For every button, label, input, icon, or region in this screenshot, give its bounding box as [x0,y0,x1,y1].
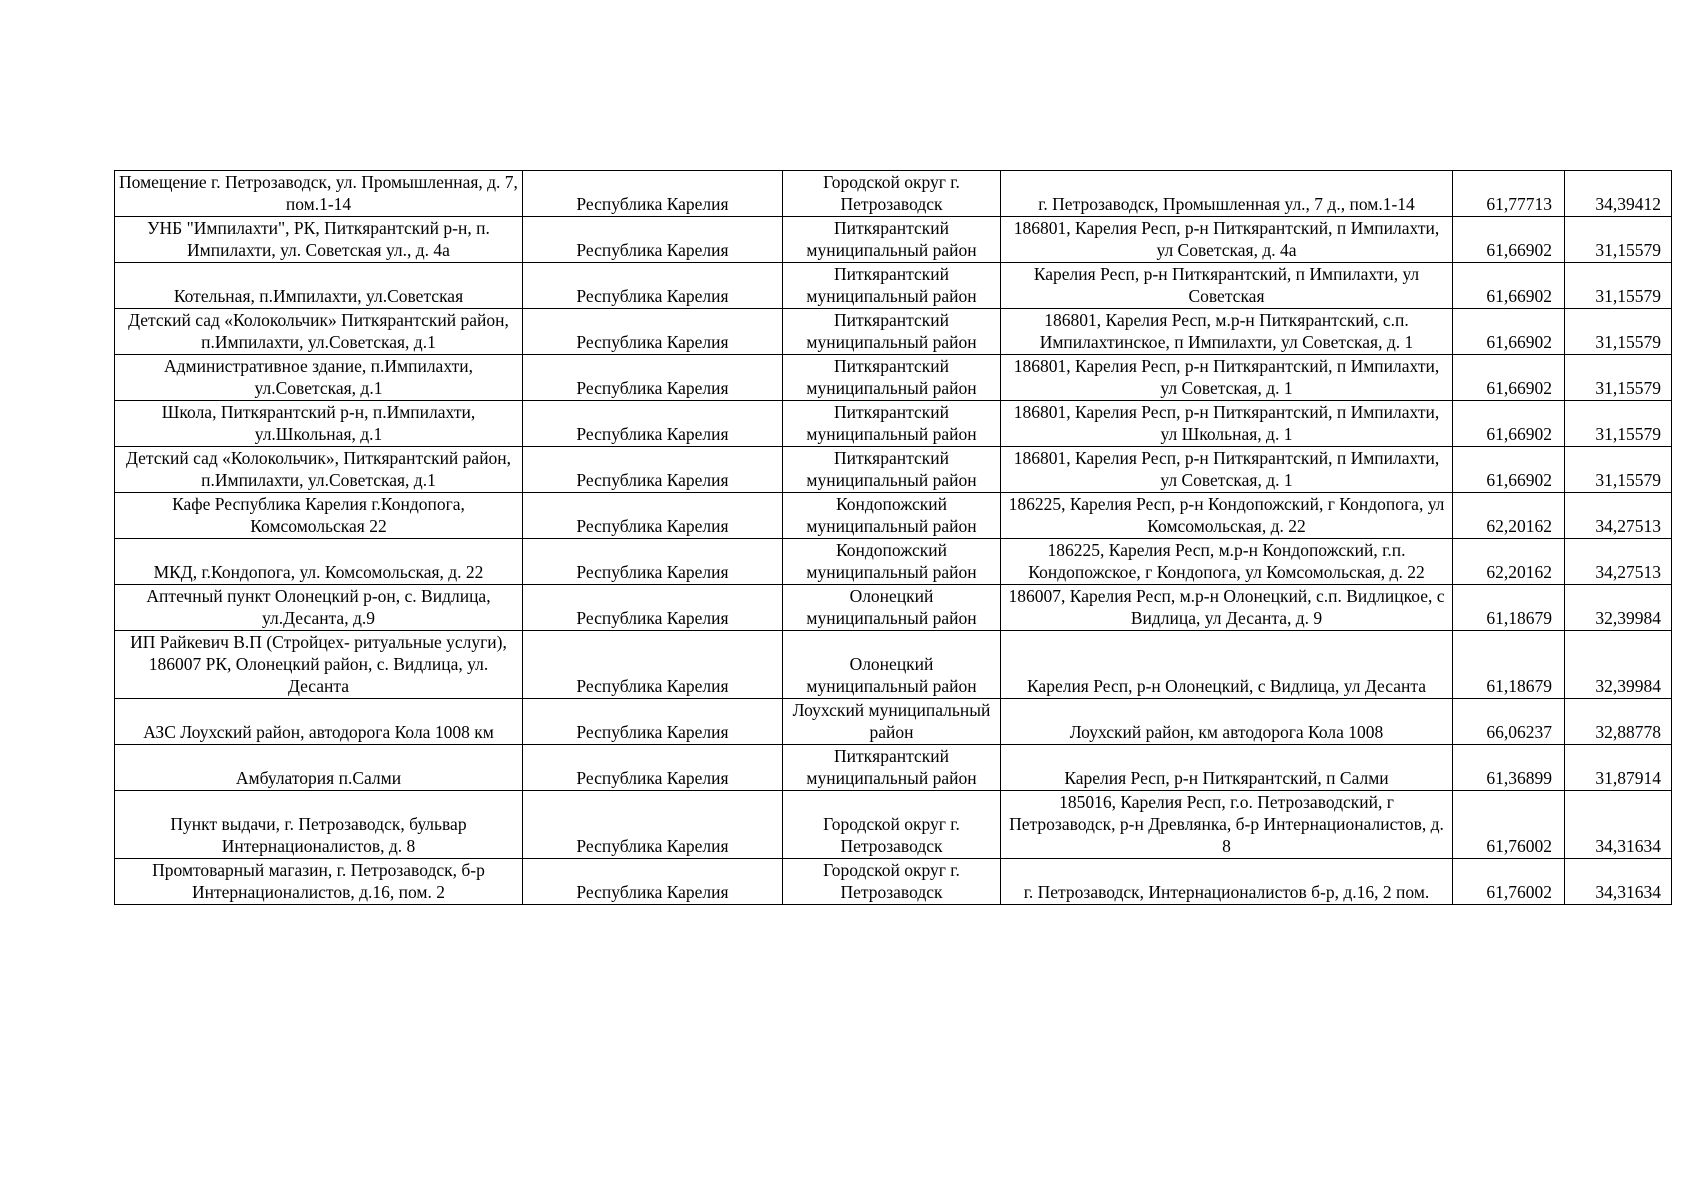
object-name-cell: ИП Райкевич В.П (Стройцех- ритуальные услуги), 186007 РК, Олонецкий район, с. Видлица, ул. Десанта [115,631,523,699]
region-cell: Республика Карелия [523,447,783,493]
municipality-cell: Питкярантский муниципальный район [783,217,1001,263]
object-name-cell: Школа, Питкярантский р-н, п.Импилахти, ул.Школьная, д.1 [115,401,523,447]
address-cell: 186801, Карелия Респ, м.р-н Питкярантский, с.п. Импилахтинское, п Импилахти, ул Советская, д. 1 [1001,309,1453,355]
address-cell: 186007, Карелия Респ, м.р-н Олонецкий, с.п. Видлицкое, с Видлица, ул Десанта, д. 9 [1001,585,1453,631]
region-cell: Республика Карелия [523,539,783,585]
region-cell: Республика Карелия [523,171,783,217]
municipality-cell: Питкярантский муниципальный район [783,263,1001,309]
table-row [115,309,1672,355]
latitude-cell: 61,66902 [1453,401,1565,447]
region-cell: Республика Карелия [523,401,783,447]
address-cell: 185016, Карелия Респ, г.о. Петрозаводский, г Петрозаводск, р-н Древлянка, б-р Интернационалистов, д. 8 [1001,791,1453,859]
municipality-cell: Питкярантский муниципальный район [783,447,1001,493]
longitude-cell: 31,87914 [1565,745,1672,791]
latitude-cell: 62,20162 [1453,539,1565,585]
region-cell: Республика Карелия [523,585,783,631]
address-cell: 186801, Карелия Респ, р-н Питкярантский, п Импилахти, ул Советская, д. 1 [1001,447,1453,493]
longitude-cell: 34,27513 [1565,493,1672,539]
longitude-cell: 31,15579 [1565,263,1672,309]
table-row [115,745,1672,791]
object-name-cell: Амбулатория п.Салми [115,745,523,791]
region-cell: Республика Карелия [523,791,783,859]
object-name-cell: АЗС Лоухский район, автодорога Кола 1008 км [115,699,523,745]
table-row [115,631,1672,699]
table-row [115,539,1672,585]
address-cell: 186225, Карелия Респ, м.р-н Кондопожский, г.п. Кондопожское, г Кондопога, ул Комсомольская, д. 22 [1001,539,1453,585]
address-cell: г. Петрозаводск, Промышленная ул., 7 д., пом.1-14 [1001,171,1453,217]
table-row [115,493,1672,539]
latitude-cell: 61,66902 [1453,309,1565,355]
longitude-cell: 31,15579 [1565,401,1672,447]
region-cell: Республика Карелия [523,859,783,905]
municipality-cell: Питкярантский муниципальный район [783,745,1001,791]
longitude-cell: 31,15579 [1565,447,1672,493]
region-cell: Республика Карелия [523,217,783,263]
table-row [115,171,1672,217]
address-cell: Карелия Респ, р-н Олонецкий, с Видлица, ул Десанта [1001,631,1453,699]
table-row [115,217,1672,263]
latitude-cell: 61,36899 [1453,745,1565,791]
municipality-cell: Олонецкий муниципальный район [783,585,1001,631]
longitude-cell: 31,15579 [1565,355,1672,401]
latitude-cell: 61,66902 [1453,447,1565,493]
municipality-cell: Кондопожский муниципальный район [783,493,1001,539]
address-cell: Лоухский район, км автодорога Кола 1008 [1001,699,1453,745]
municipality-cell: Городской округ г. Петрозаводск [783,859,1001,905]
address-cell: 186801, Карелия Респ, р-н Питкярантский, п Импилахти, ул Советская, д. 1 [1001,355,1453,401]
latitude-cell: 61,66902 [1453,355,1565,401]
object-name-cell: Детский сад «Колокольчик» Питкярантский район, п.Импилахти, ул.Советская, д.1 [115,309,523,355]
table-row [115,791,1672,859]
latitude-cell: 61,76002 [1453,859,1565,905]
municipality-cell: Олонецкий муниципальный район [783,631,1001,699]
longitude-cell: 32,88778 [1565,699,1672,745]
latitude-cell: 62,20162 [1453,493,1565,539]
longitude-cell: 31,15579 [1565,217,1672,263]
table-row [115,585,1672,631]
municipality-cell: Городской округ г. Петрозаводск [783,791,1001,859]
object-name-cell: УНБ "Импилахти", РК, Питкярантский р-н, п. Импилахти, ул. Советская ул., д. 4а [115,217,523,263]
address-cell: Карелия Респ, р-н Питкярантский, п Импилахти, ул Советская [1001,263,1453,309]
table-row [115,401,1672,447]
object-name-cell: Детский сад «Колокольчик», Питкярантский район, п.Импилахти, ул.Советская, д.1 [115,447,523,493]
longitude-cell: 34,31634 [1565,791,1672,859]
municipality-cell: Лоухский муниципальный район [783,699,1001,745]
latitude-cell: 61,18679 [1453,585,1565,631]
object-name-cell: Административное здание, п.Импилахти, ул.Советская, д.1 [115,355,523,401]
object-name-cell: Пункт выдачи, г. Петрозаводск, бульвар Интернационалистов, д. 8 [115,791,523,859]
longitude-cell: 31,15579 [1565,309,1672,355]
object-list-table [114,170,1672,905]
latitude-cell: 61,66902 [1453,217,1565,263]
longitude-cell: 34,27513 [1565,539,1672,585]
longitude-cell: 32,39984 [1565,585,1672,631]
region-cell: Республика Карелия [523,493,783,539]
latitude-cell: 61,18679 [1453,631,1565,699]
municipality-cell: Питкярантский муниципальный район [783,309,1001,355]
latitude-cell: 61,77713 [1453,171,1565,217]
municipality-cell: Кондопожский муниципальный район [783,539,1001,585]
table-row [115,263,1672,309]
object-name-cell: Кафе Республика Карелия г.Кондопога, Комсомольская 22 [115,493,523,539]
region-cell: Республика Карелия [523,263,783,309]
table-row [115,355,1672,401]
longitude-cell: 32,39984 [1565,631,1672,699]
object-name-cell: Аптечный пункт Олонецкий р-он, с. Видлица, ул.Десанта, д.9 [115,585,523,631]
table-body [115,171,1672,905]
address-cell: 186801, Карелия Респ, р-н Питкярантский, п Импилахти, ул Советская, д. 4а [1001,217,1453,263]
municipality-cell: Городской округ г. Петрозаводск [783,171,1001,217]
address-cell: Карелия Респ, р-н Питкярантский, п Салми [1001,745,1453,791]
latitude-cell: 61,66902 [1453,263,1565,309]
longitude-cell: 34,31634 [1565,859,1672,905]
object-name-cell: Котельная, п.Импилахти, ул.Советская [115,263,523,309]
region-cell: Республика Карелия [523,309,783,355]
region-cell: Республика Карелия [523,631,783,699]
municipality-cell: Питкярантский муниципальный район [783,355,1001,401]
address-cell: г. Петрозаводск, Интернационалистов б-р, д.16, 2 пом. [1001,859,1453,905]
object-name-cell: Промтоварный магазин, г. Петрозаводск, б-р Интернационалистов, д.16, пом. 2 [115,859,523,905]
table-row [115,859,1672,905]
address-cell: 186225, Карелия Респ, р-н Кондопожский, г Кондопога, ул Комсомольская, д. 22 [1001,493,1453,539]
address-cell: 186801, Карелия Респ, р-н Питкярантский, п Импилахти, ул Школьная, д. 1 [1001,401,1453,447]
table-row [115,447,1672,493]
municipality-cell: Питкярантский муниципальный район [783,401,1001,447]
region-cell: Республика Карелия [523,745,783,791]
object-name-cell: Помещение г. Петрозаводск, ул. Промышленная, д. 7, пом.1-14 [115,171,523,217]
latitude-cell: 61,76002 [1453,791,1565,859]
region-cell: Республика Карелия [523,699,783,745]
object-name-cell: МКД, г.Кондопога, ул. Комсомольская, д. 22 [115,539,523,585]
longitude-cell: 34,39412 [1565,171,1672,217]
latitude-cell: 66,06237 [1453,699,1565,745]
table-row [115,699,1672,745]
region-cell: Республика Карелия [523,355,783,401]
